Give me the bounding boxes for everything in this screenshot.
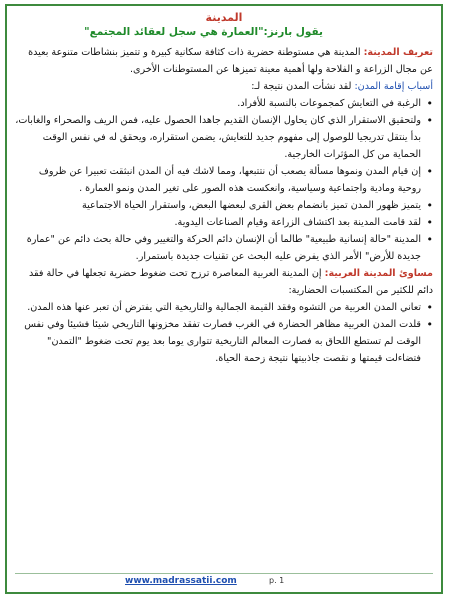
reasons-label: أسباب إقامة المدن: <box>354 81 433 92</box>
arab-city-text: إن المدينة العربية المعاصرة ترزح تحت ضغوط حضرية تجعلها في حالة فقد دائم للكثير من المكتسبات الحضارية: <box>29 268 433 296</box>
arab-city-paragraph <box>15 265 433 299</box>
definition-label: تعريف المدينة: <box>363 47 433 58</box>
arab-city-label: مساوئ المدينة العربية: <box>324 268 433 279</box>
page-title: المدينة <box>205 11 243 24</box>
document-body <box>15 10 433 574</box>
page-footer <box>7 576 441 590</box>
list-item: • قلدت المدن العربية مظاهر الحضارة في الغرب فصارت تفقد مخزونها التاريخي شيئا فشيئا وفي نفس الوقت لم تستطع اللحاق به فصارت المعالم التاريخية تتوارى يوما بعد يوم تحت ضغوط "التمدن" فتضاءلت قيمتها و نقصت جاذبيتها نتيجة زحمة الحياة. <box>15 316 433 367</box>
definition-paragraph <box>15 44 433 78</box>
footer-divider <box>15 573 433 574</box>
list-item: • تعاني المدن العربية من التشوه وفقد القيمة الجمالية والتاريخية التي يفترض أن تعبر عنها هذه المدن. <box>15 299 433 316</box>
list-item: • إن قيام المدن ونموها مسألة يصعب أن نتتبعها، ومما لاشك فيه أن المدن انبثقت تعبيرا عن ظروف روحية ومادية واجتماعية وسياسية، وانعكست هذه الصور على تغير المدن ونمو العمارة . <box>15 163 433 197</box>
page-number: p. 1 <box>269 576 285 585</box>
reasons-heading <box>15 78 433 95</box>
list-item: • المدينة "حالة إنسانية طبيعية" طالما أن الإنسان دائم الحركة والتغيير وفي حالة بحث دائم عن "عمارة جديدة للأرض" الأمر الذي يفرض عليه البحث عن تقنيات جديدة باستمرار. <box>15 231 433 265</box>
definition-text: المدينة هي مستوطنة حضرية ذات كثافة سكانية كبيرة و تتميز بنشاطات متنوعة بعيدة عن مجال الزراعة و الفلاحة ولها أهمية معينة تميزها عن المستوطنات الأخرى. <box>28 47 433 75</box>
page-subtitle: يقول بارنز:"العمارة هي سجل لعقائد المجتمع" <box>84 26 323 38</box>
list-item: • يتميز ظهور المدن تميز بانضمام بعض القرى لبعضها البعض، واستقرار الحياة الاجتماعية <box>15 197 433 214</box>
page-frame <box>5 4 443 594</box>
footer-link[interactable]: www.madrassatii.com <box>125 576 237 586</box>
list-item: • لقد قامت المدينة بعد اكتشاف الزراعة وقيام الصناعات اليدوية. <box>15 214 433 231</box>
list-item: • الرغبة في التعايش كمجموعات بالنسبة للأفراد. <box>15 95 433 112</box>
reasons-intro: لقد نشأت المدن نتيجة لـ: <box>251 81 355 92</box>
list-item: • ولتحقيق الاستقرار الذي كان يحاول الإنسان القديم جاهدا الحصول عليه، فمن الريف والصحراء والغابات، بدأ ينتقل تدريجيا للوصول إلى مفهوم جديد للتعايش، يضمن استقراره، ويحقق له في نفس الوقت الحماية من كل المؤثرات الخارجية. <box>15 112 433 163</box>
